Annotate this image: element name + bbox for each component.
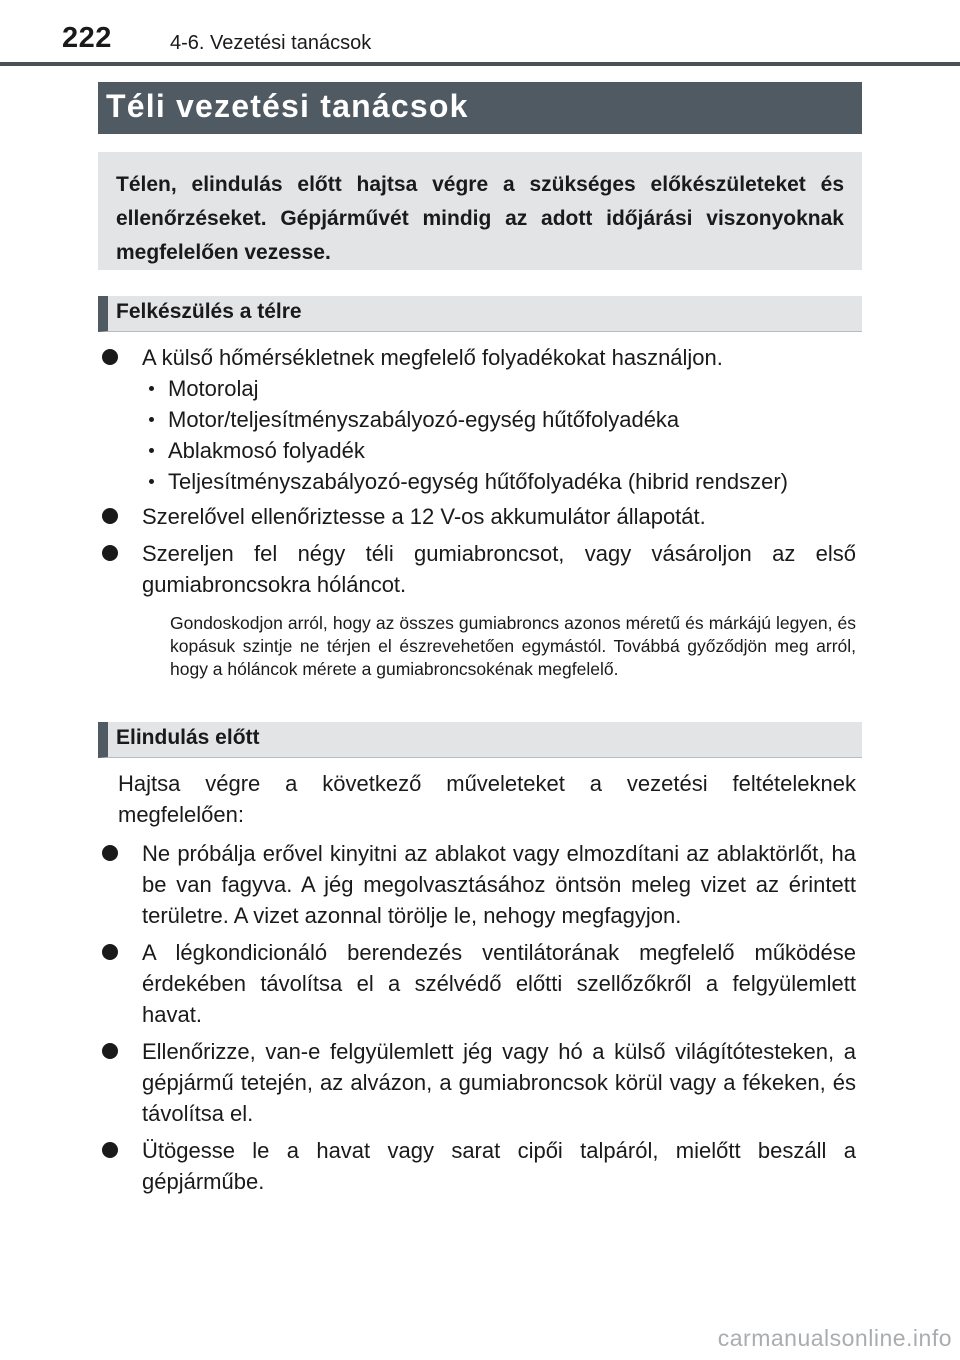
section-heading-before-starting	[98, 722, 862, 758]
bullet-icon	[102, 1142, 118, 1158]
bullet-icon	[102, 1043, 118, 1059]
sub-bullet-icon	[149, 417, 154, 422]
bullet-icon	[102, 545, 118, 561]
sub-bullet-icon	[149, 448, 154, 453]
watermark: carmanualsonline.info	[717, 1325, 952, 1351]
fluid-sub-list	[102, 373, 856, 497]
sub-bullet-icon	[149, 386, 154, 391]
list-item-text: Szereljen fel négy téli gumiabroncsot, vagy vásároljon az első gumiabroncsokra hóláncot.	[142, 541, 856, 597]
list-item	[102, 838, 856, 931]
intro-text: Télen, elindulás előtt hajtsa végre a szükséges előkészületeket és ellenőrzéseket. Gépjárművét mindig az adott időjárási viszonyoknak megfelelően vezesse.	[116, 173, 844, 264]
section-heading-preparation	[98, 296, 862, 332]
list-item-text: A légkondicionáló berendezés ventilátorának megfelelő működése érdekében távolítsa el a szélvédő előtti szellőzőkről a felgyülemlett havat.	[142, 940, 856, 1027]
bullet-icon	[102, 508, 118, 524]
list-item	[102, 501, 856, 532]
sub-list-item-text: Teljesítményszabályozó-egység hűtőfolyadéka (hibrid rendszer)	[168, 469, 788, 494]
page-title: Téli vezetési tanácsok	[106, 88, 469, 124]
list-item	[102, 1135, 856, 1197]
sub-list-item	[142, 373, 856, 404]
page-title-bar	[98, 82, 862, 134]
list-item	[102, 342, 856, 373]
section-intro-text: Hajtsa végre a következő műveleteket a vezetési feltételeknek megfelelően:	[118, 771, 856, 827]
section-preparation-content	[102, 342, 856, 681]
bullet-icon	[102, 944, 118, 960]
sub-list-item	[142, 435, 856, 466]
list-item	[102, 937, 856, 1030]
list-item	[102, 538, 856, 600]
sub-bullet-icon	[149, 479, 154, 484]
section-before-starting-content	[102, 768, 856, 1197]
sub-list-item-text: Motorolaj	[168, 376, 259, 401]
note-text: Gondoskodjon arról, hogy az összes gumiabroncs azonos méretű és márkájú legyen, és kopásuk szintje ne térjen el észrevehetően egymástól. Továbbá győződjön meg arról, hogy a hóláncok mérete a gumiabroncsokénak megfelelő.	[170, 613, 856, 679]
sub-list-item-text: Ablakmosó folyadék	[168, 438, 365, 463]
sub-list-item-text: Motor/teljesítményszabályozó-egység hűtőfolyadéka	[168, 407, 680, 432]
page-header	[0, 0, 960, 70]
sub-list-item	[142, 404, 856, 435]
bullet-icon	[102, 845, 118, 861]
header-rule	[0, 62, 960, 66]
bullet-icon	[102, 349, 118, 365]
section-label: 4-6. Vezetési tanácsok	[170, 32, 372, 54]
page-number: 222	[62, 22, 112, 54]
section-heading-text: Felkészülés a télre	[116, 300, 302, 323]
list-item-text: A külső hőmérsékletnek megfelelő folyadékokat használjon.	[142, 345, 723, 370]
intro-box	[98, 152, 862, 270]
section-heading-text: Elindulás előtt	[116, 726, 260, 749]
list-item-text: Ütögesse le a havat vagy sarat cipői talpáról, mielőtt beszáll a gépjárműbe.	[142, 1138, 856, 1194]
sub-list-item	[142, 466, 856, 497]
list-item	[102, 1036, 856, 1129]
list-item-text: Ne próbálja erővel kinyitni az ablakot vagy elmozdítani az ablaktörlőt, ha be van fagyva. A jég megolvasztásához öntsön meleg vizet az érintett területre. A vizet azonnal törölje le, nehogy megfagyjon.	[142, 841, 856, 928]
list-item-text: Ellenőrizze, van-e felgyülemlett jég vagy hó a külső világítótesteken, a gépjármű tetején, az alvázon, a gumiabroncsok körül vagy a fékeken, és távolítsa el.	[142, 1039, 856, 1126]
list-item-text: Szerelővel ellenőriztesse a 12 V-os akkumulátor állapotát.	[142, 504, 706, 529]
